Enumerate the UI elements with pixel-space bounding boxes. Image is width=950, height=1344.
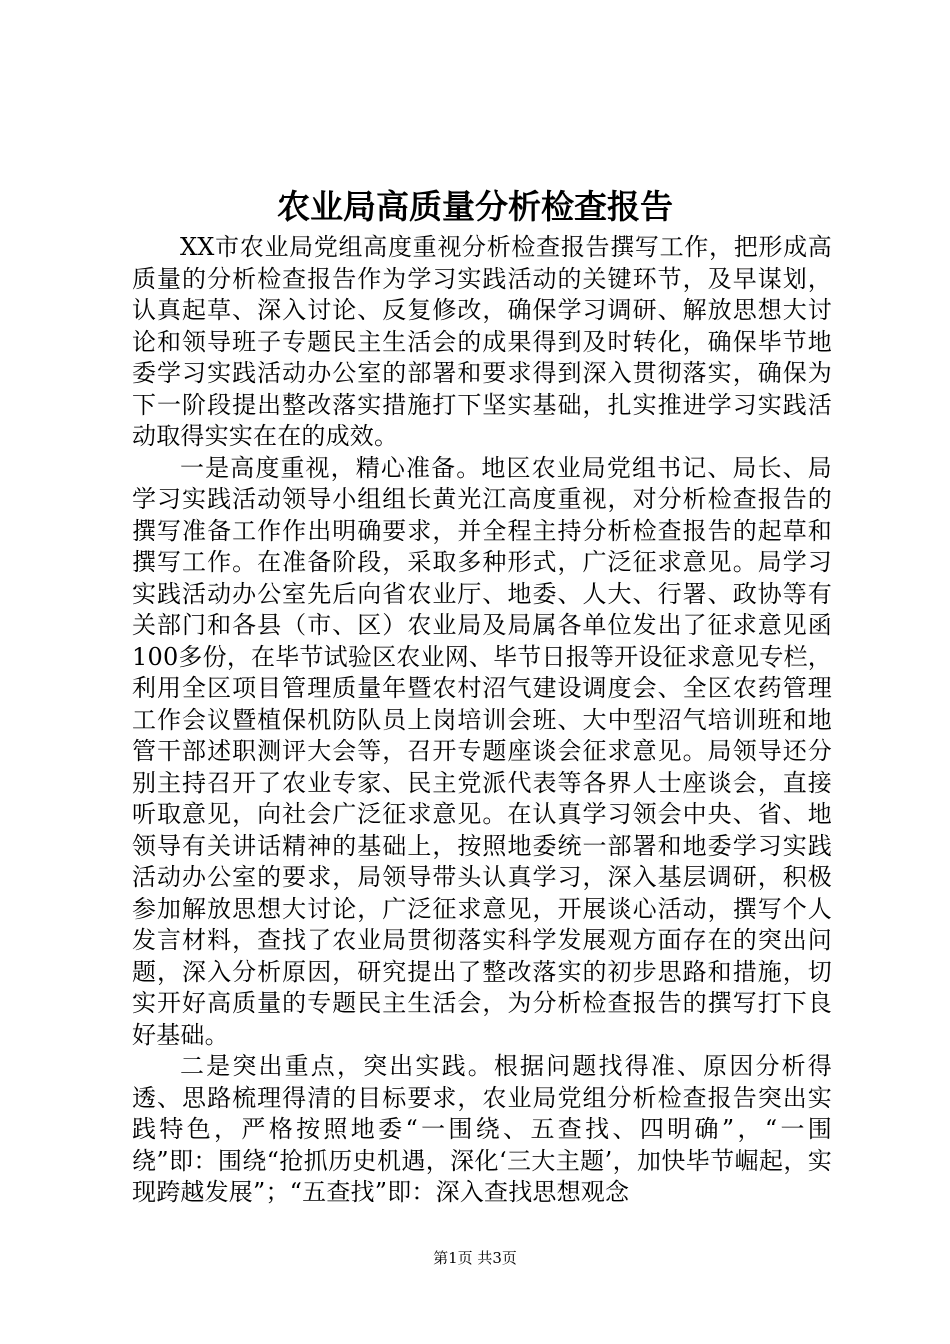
paragraph-point-one: 一是高度重视，精心准备。地区农业局党组书记、局长、局学习实践活动领导小组组长黄光江高度重视，对分析检查报告的撰写准备工作作出明确要求，并全程主持分析检查报告的起草和撰写工作。在准备阶段，采取多种形式，广泛征求意见。局学习实践活动办公室先后向省农业厅、地委、人大、行署、政协等有关部门和各县（市、区）农业局及局属各单位发出了征求意见函100多份，在毕节试验区农业网、毕节日报等开设征求意见专栏，利用全区项目管理质量年暨农村沼气建设调度会、全区农药管理工作会议暨植保机防队员上岗培训会班、大中型沼气培训班和地管干部述职测评大会等，召开专题座谈会征求意见。局领导还分别主持召开了农业专家、民主党派代表等各界人士座谈会，直接听取意见，向社会广泛征求意见。在认真学习领会中央、省、地领导有关讲话精神的基础上，按照地委统一部署和地委学习实践活动办公室的要求，局领导带头认真学习，深入基层调研，积极参加解放思想大讨论，广泛征求意见，开展谈心活动，撰写个人发言材料，查找了农业局贯彻落实科学发展观方面存在的突出问题，深入分析原因，研究提出了整改落实的初步思路和措施，切实开好高质量的专题民主生活会，为分析检查报告的撰写打下良好基础。 bbox=[132, 453, 832, 1049]
page-footer: 第1页 共3页 bbox=[433, 1249, 517, 1267]
document-body bbox=[132, 232, 832, 1209]
paragraph-intro: XX市农业局党组高度重视分析检查报告撰写工作，把形成高质量的分析检查报告作为学习实践活动的关键环节，及早谋划，认真起草、深入讨论、反复修改，确保学习调研、解放思想大讨论和领导班子专题民主生活会的成果得到及时转化，确保毕节地委学习实践活动办公室的部署和要求得到深入贯彻落实，确保为下一阶段提出整改落实措施打下坚实基础，扎实推进学习实践活动取得实实在在的成效。 bbox=[132, 233, 832, 450]
paragraph-point-two: 二是突出重点，突出实践。根据问题找得准、原因分析得透、思路梳理得清的目标要求，农业局党组分析检查报告突出实践特色，严格按照地委“一围绕、五查找、四明确”，“一围绕”即：围绕“抢抓历史机遇，深化‘三大主题’，加快毕节崛起，实现跨越发展”；“五查找”即：深入查找思想观念 bbox=[132, 1052, 832, 1206]
document-title: 农业局高质量分析检查报告 bbox=[277, 187, 673, 226]
